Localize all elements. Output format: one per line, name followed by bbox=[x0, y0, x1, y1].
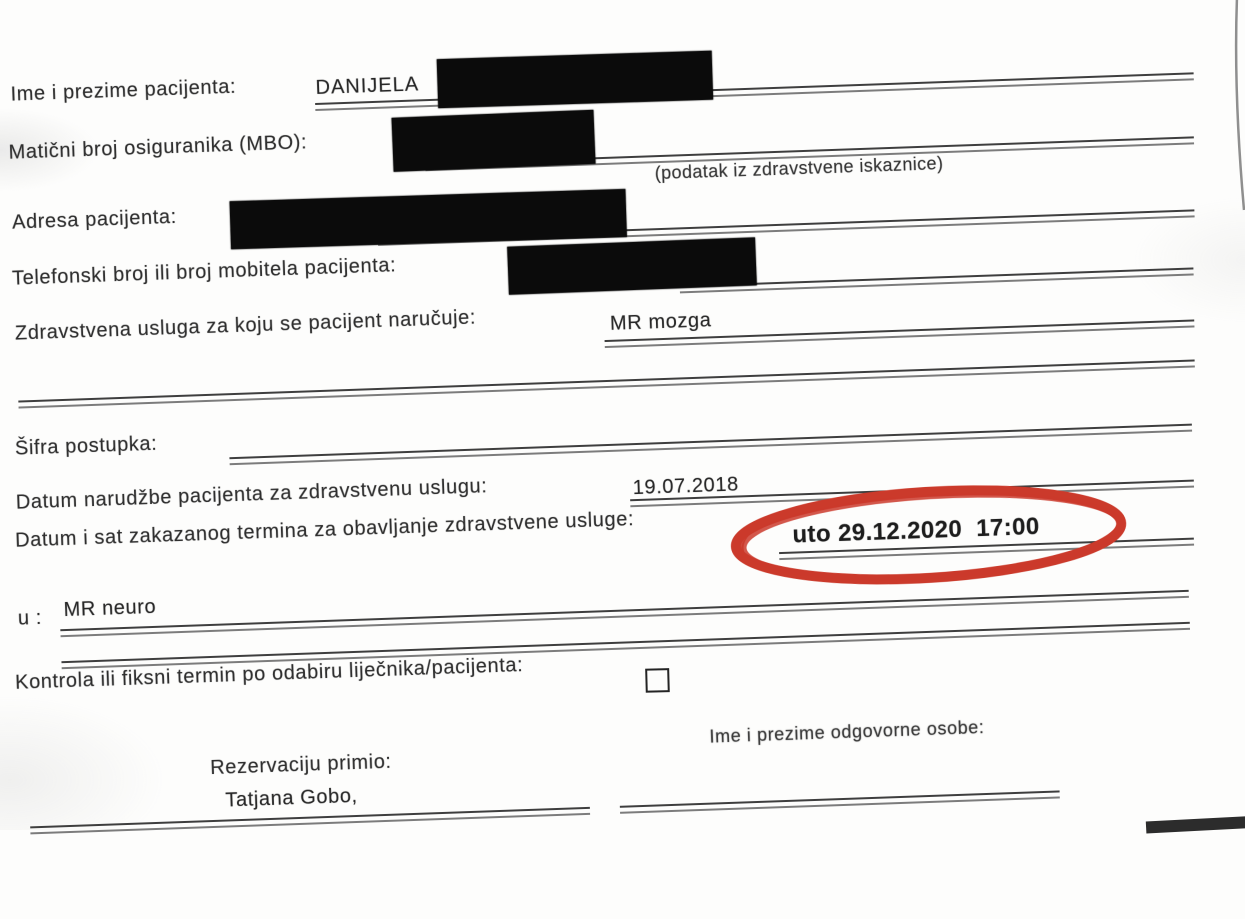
redaction-box-patient-name bbox=[437, 51, 713, 109]
phone-label: Telefonski broj ili broj mobitela pacijenta: bbox=[11, 254, 397, 290]
field-line bbox=[680, 267, 1194, 293]
procedure-code-label: Šifra postupka: bbox=[14, 432, 158, 460]
redaction-box-address bbox=[230, 189, 627, 249]
appointment-label: Datum i sat zakazanog termina za obavljanje zdravstvene usluge: bbox=[14, 508, 635, 552]
field-line bbox=[229, 424, 1192, 466]
mbo-caption: (podatak iz zdravstvene iskaznice) bbox=[654, 153, 944, 184]
appointment-value: uto 29.12.2020 17:00 bbox=[792, 512, 1041, 549]
address-label: Adresa pacijenta: bbox=[11, 205, 178, 234]
field-line bbox=[18, 359, 1195, 408]
red-circle-annotation bbox=[725, 476, 1132, 594]
order-date-value: 19.07.2018 bbox=[632, 473, 740, 500]
location-value: MR neuro bbox=[63, 595, 157, 622]
signature-line bbox=[620, 790, 1060, 813]
mbo-label: Matični broj osiguranika (MBO): bbox=[8, 131, 308, 164]
redaction-box-mbo bbox=[392, 110, 596, 172]
fixed-term-checkbox[interactable] bbox=[645, 668, 670, 693]
patient-name-label: Ime i prezime pacijenta: bbox=[10, 75, 237, 106]
order-date-label: Datum narudžbe pacijenta za zdravstvenu uslugu: bbox=[15, 475, 488, 514]
redaction-box-phone bbox=[507, 237, 757, 294]
service-label: Zdravstvena usluga za koju se pacijent naručuje: bbox=[14, 306, 477, 345]
received-by-name: Tatjana Gobo, bbox=[225, 784, 359, 812]
fixed-term-label: Kontrola ili fiksni termin po odabiru liječnika/pacijenta: bbox=[14, 654, 524, 694]
location-label: u : bbox=[17, 606, 43, 630]
patient-name-value: DANIJELA bbox=[315, 73, 420, 99]
received-by-label: Rezervaciju primio: bbox=[209, 750, 392, 780]
signature-line bbox=[30, 807, 590, 835]
responsible-person-label: Ime i prezime odgovorne osobe: bbox=[709, 717, 985, 747]
service-value: MR mozga bbox=[609, 309, 712, 335]
